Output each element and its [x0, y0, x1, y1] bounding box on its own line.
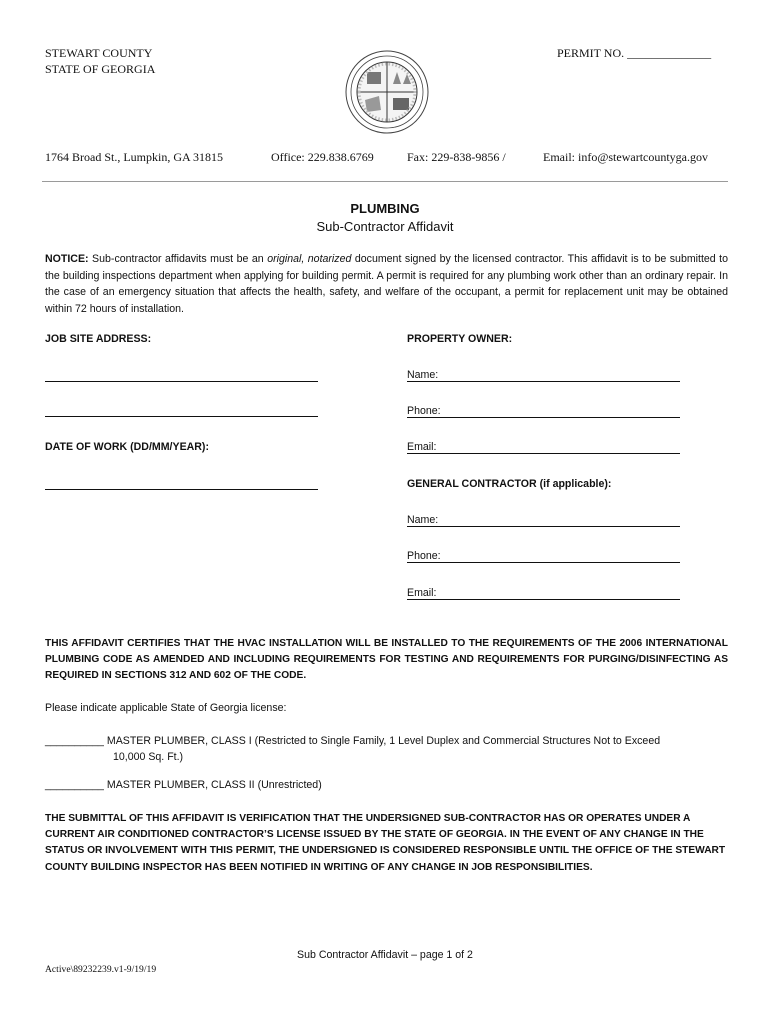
owner-phone-field[interactable]	[407, 417, 680, 418]
gc-email-field[interactable]	[407, 599, 680, 600]
owner-email-field[interactable]	[407, 453, 680, 454]
owner-phone-label: Phone:	[407, 405, 441, 417]
gc-email-label: Email:	[407, 587, 437, 599]
owner-email-label: Email:	[407, 441, 437, 453]
job-site-address-line-1[interactable]	[45, 381, 318, 382]
date-of-work-label: DATE OF WORK (DD/MM/YEAR):	[45, 441, 209, 453]
document-id: Active\89232239.v1-9/19/19	[45, 964, 157, 975]
certification-statement: THIS AFFIDAVIT CERTIFIES THAT THE HVAC INSTALLATION WILL BE INSTALLED TO THE REQUIREMENTS OF THE 2006 INTERNATIONAL PLUMBING CODE AS AMENDED AND INCLUDING REQUIREMENTS FOR TESTING AND REQUIREMENTS FOR PURGING/DISINFECTING AS REQUIRED IN SECTIONS 312 AND 602 OF THE CODE.	[45, 638, 728, 682]
submittal-statement: THE SUBMITTAL OF THIS AFFIDAVIT IS VERIFICATION THAT THE UNDERSIGNED SUB-CONTRACTOR HAS OR OPERATES UNDER A CURRENT AIR CONDITIONED CONTRACTOR’S LICENSE ISSUED BY THE STATE OF GEORGIA. IN THE EVENT OF ANY CHANGE IN THE STATUS OR INVOLVEMENT WITH THIS PERMIT, THE UNDERSIGNED IS CONSIDERED RESPONSIBLE UNTIL THE OFFICE OF THE STEWART COUNTY BUILDING INSPECTOR HAS BEEN NOTIFIED IN WRITING OF ANY CHANGE IN JOB RESPONSIBILITIES.	[45, 813, 726, 873]
license-prompt: Please indicate applicable State of Georgia license:	[45, 702, 287, 714]
permit-number-label: PERMIT NO. ______________	[557, 46, 712, 60]
county-name: STEWART COUNTY	[45, 46, 153, 60]
license-option-blank[interactable]: __________	[45, 735, 104, 747]
header-divider	[42, 181, 728, 182]
owner-name-field[interactable]	[407, 381, 680, 382]
state-name: STATE OF GEORGIA	[45, 62, 156, 76]
license-option-blank[interactable]: __________	[45, 779, 104, 791]
form-title: PLUMBING	[350, 201, 420, 216]
gc-name-label: Name:	[407, 514, 439, 526]
owner-name-label: Name:	[407, 369, 439, 381]
notice-paragraph: NOTICE: Sub-contractor affidavits must be an original, notarized document signed by the licensed contractor. This affidavit is to be submitted to the building inspections department when applying for building permit. A permit is required for any plumbing work other than an ordinary repair. In the case of an emergency situation that affects the health, safety, and welfare of the occupant, a permit for replacement unit may be obtained within 72 hours of installation.	[45, 253, 729, 315]
form-subtitle: Sub-Contractor Affidavit	[316, 219, 454, 234]
page-footer: Sub Contractor Affidavit – page 1 of 2	[297, 949, 473, 961]
fax-number: Fax: 229-838-9856 /	[407, 150, 506, 164]
job-site-address-line-2[interactable]	[45, 416, 318, 417]
gc-phone-label: Phone:	[407, 550, 441, 562]
office-phone: Office: 229.838.6769	[271, 150, 374, 164]
license-option-class-1[interactable]: __________ MASTER PLUMBER, CLASS I (Restricted to Single Family, 1 Level Duplex and Commercial Structures Not to Exceed	[45, 735, 661, 747]
job-site-address-label: JOB SITE ADDRESS:	[45, 333, 152, 345]
date-of-work-line[interactable]	[45, 489, 318, 490]
gc-phone-field[interactable]	[407, 562, 680, 563]
gc-name-field[interactable]	[407, 526, 680, 527]
license-option-class-1-continued: 10,000 Sq. Ft.)	[113, 751, 184, 763]
notice-label: NOTICE:	[45, 253, 89, 265]
contact-email: Email: info@stewartcountyga.gov	[543, 150, 709, 164]
county-seal-icon	[345, 50, 429, 134]
license-option-class-2[interactable]: __________ MASTER PLUMBER, CLASS II (Unrestricted)	[45, 779, 322, 791]
office-address: 1764 Broad St., Lumpkin, GA 31815	[45, 150, 224, 164]
property-owner-label: PROPERTY OWNER:	[407, 333, 513, 345]
general-contractor-label: GENERAL CONTRACTOR (if applicable):	[407, 478, 612, 490]
